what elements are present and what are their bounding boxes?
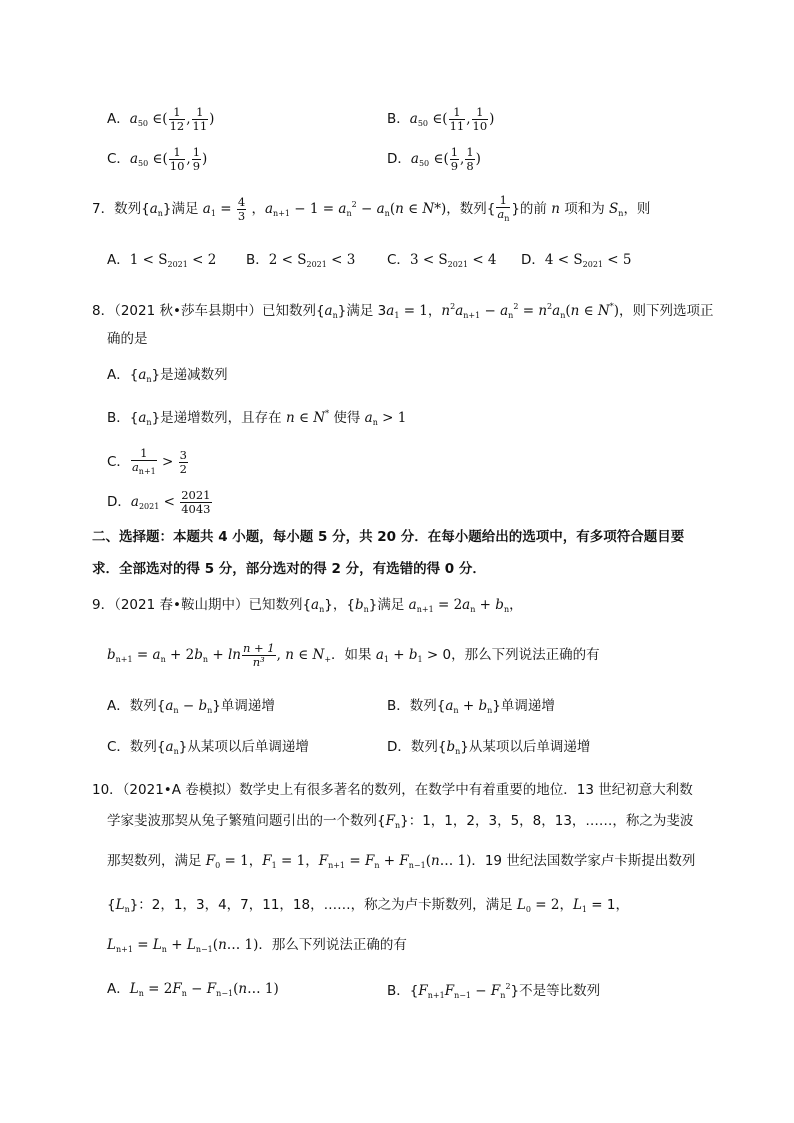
- q9-option-b: B．数列$\{a_n + b_n\}$单调递增: [387, 698, 555, 715]
- q6-option-b: B．$a_{50}$ ∈( $\frac{1}{11}$ , $\frac{1}{10}$ ): [387, 105, 495, 133]
- q8-option-b: B．$\{a_n\}$是递增数列，且存在 n ∈ N* 使得 $a_n > 1$: [107, 409, 407, 427]
- q10-option-b: B．$\{F_{n+1}F_{n-1} - F_n^2\}$不是等比数列: [387, 982, 601, 1000]
- q10-stem-line1: 10．（2021•A 卷模拟）数学史上有很多著名的数列，在数学中有着重要的地位．13 世纪初意大利数: [92, 782, 693, 798]
- q9-option-c: C．数列$\{a_n\}$从某项以后单调递增: [107, 739, 309, 756]
- q8-stem-line1: 8．（2021 秋•莎车县期中）已知数列$\{a_n\}$满足 $3a_1 = 1$，$n^2a_{n+1} - a_n^2 = n^2a_n(n$ ∈ N*)，则下列选项正: [92, 302, 714, 320]
- q8-stem-line2: 确的是: [107, 331, 148, 347]
- q9-stem-line2: $b_{n+1} = a_n + 2b_n + \ln$ $\frac{n + 1}{\text{n³}}$ , n ∈ $N_+$．如果 $a_1 + b_1 > 0$，那么下列说法正确的有: [107, 641, 600, 669]
- q9-option-d: D．数列$\{b_n\}$从某项以后单调递增: [387, 739, 591, 756]
- q9-stem-line1: 9．（2021 春•鞍山期中）已知数列$\{a_n\}$，$\{b_n\}$满足 $a_{n+1} = 2a_n + b_n$，: [92, 597, 523, 614]
- q8-option-c: C． $\frac{1}{a_{n+1}}$ > $\frac{3}{2}$: [107, 446, 187, 476]
- q10-stem-line2: 学家斐波那契从兔子繁殖问题引出的一个数列$\{F_n\}$：1，1，2，3，5，8，13，……，称之为斐波: [107, 813, 694, 830]
- q7-option-c: C．$3 < S_{2021} < 4$: [387, 252, 497, 269]
- q6-option-d: D．$a_{50}$ ∈( $\frac{1}{9}$ , $\frac{1}{8}$ ): [387, 145, 481, 173]
- q8-option-a: A．$\{a_n\}$是递减数列: [107, 367, 228, 384]
- q10-option-a: A．$L_n = 2F_n$ − $F_{n-1}(n\dots$ 1): [107, 981, 279, 998]
- q10-stem-line5: $L_{n+1} = L_n$ + $L_{n-1}(n\dots$ 1)．那么下列说法正确的有: [107, 937, 407, 954]
- q9-option-a: A．数列$\{a_n - b_n\}$单调递增: [107, 698, 275, 715]
- q10-stem-line4: $\{L_n\}$：2，1，3，4，7，11，18，……，称之为卢卡斯数列，满足 $L_0 = 2$，$L_1 = 1$，: [107, 897, 629, 914]
- q6-option-c: C．$a_{50}$ ∈( $\frac{1}{10}$ , $\frac{1}{9}$ ): [107, 145, 208, 173]
- q7-option-a: A．$1 < S_{2021} < 2$: [107, 252, 217, 269]
- section2-heading-line2: 求．全部选对的得 5 分，部分选对的得 2 分，有选错的得 0 分．: [92, 561, 486, 577]
- q10-stem-line3: 那契数列，满足 $F_0 = 1$，$F_1 = 1$，$F_{n+1} = F_n$ + $F_{n-1}(n\dots$ 1)．19 世纪法国数学家卢卡斯提出数列: [107, 853, 696, 870]
- q7-option-b: B．$2 < S_{2021} < 3$: [246, 252, 356, 269]
- q8-option-d: D．$a_{2021}$ < $\frac{2021}{4043}$: [107, 488, 211, 516]
- q6-option-a: A．$a_{50}$ ∈( $\frac{1}{12}$ , $\frac{1}{11}$ ): [107, 105, 215, 133]
- section2-heading-line1: 二、选择题：本题共 4 小题，每小题 5 分，共 20 分．在每小题给出的选项中，有多项符合题目要: [92, 529, 685, 545]
- q7-option-d: D．$4 < S_{2021} < 5$: [521, 252, 632, 269]
- q7-stem: 7．数列$\{a_n\}$满足 $a_1$ = $\frac{4}{3}$ ，$a_{n+1} - 1 = a_n^2 - a_n(n$ ∈ N*)，数列{ $\frac{1}{a_n}$ }的前 n 项和为 $S_n$，则: [92, 193, 651, 223]
